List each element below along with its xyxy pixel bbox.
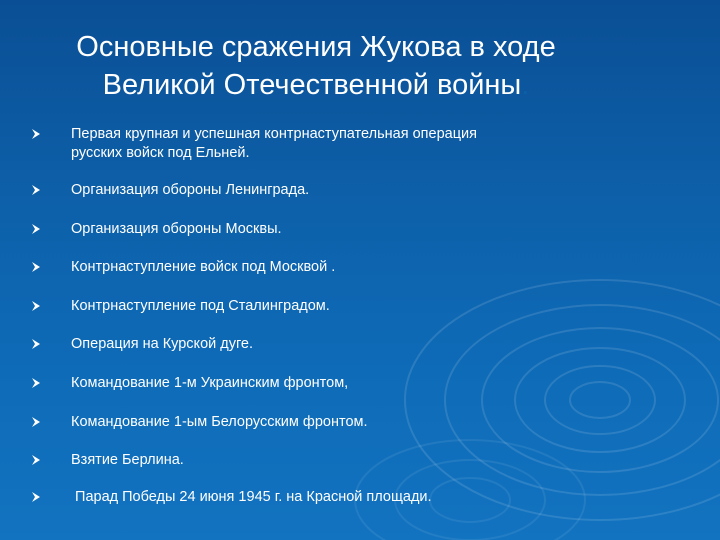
list-item-text: Взятие Берлина.: [71, 452, 184, 468]
list-item-text: Контрнаступление войск под Москвой .: [71, 259, 336, 275]
arrow-bullet-icon: [30, 416, 42, 428]
arrow-bullet-icon: [30, 223, 42, 235]
arrow-bullet-icon: [30, 377, 42, 389]
slide-title: [0, 28, 632, 104]
arrow-bullet-icon: [30, 454, 42, 466]
arrow-bullet-icon: [30, 338, 42, 350]
list-item-text: Первая крупная и успешная контрнаступательная операция: [71, 126, 477, 142]
list-item-text: Организация обороны Москвы.: [71, 221, 282, 237]
list-item-text: Командование 1-ым Белорусским фронтом.: [71, 414, 368, 430]
arrow-bullet-icon: [30, 491, 42, 503]
title-line-2: Великой Отечественной войны.: [102, 69, 530, 101]
arrow-bullet-icon: [30, 300, 42, 312]
arrow-bullet-icon: [30, 261, 42, 273]
list-item-text: Парад Победы 24 июня 1945 г. на Красной площади.: [71, 489, 432, 505]
title-line-1: Основные сражения Жукова в ходе: [76, 31, 556, 63]
arrow-bullet-icon: [30, 184, 42, 196]
list-item-text: Операция на Курской дуге.: [71, 336, 254, 352]
list-item-text: Командование 1-м Украинским фронтом,: [71, 375, 349, 391]
list-item-text: Контрнаступление под Сталинградом.: [71, 298, 330, 314]
list-item-text: Организация обороны Ленинграда.: [71, 182, 310, 198]
arrow-bullet-icon: [30, 128, 42, 140]
list-item-text-line2: русских войск под Ельней.: [71, 145, 250, 161]
